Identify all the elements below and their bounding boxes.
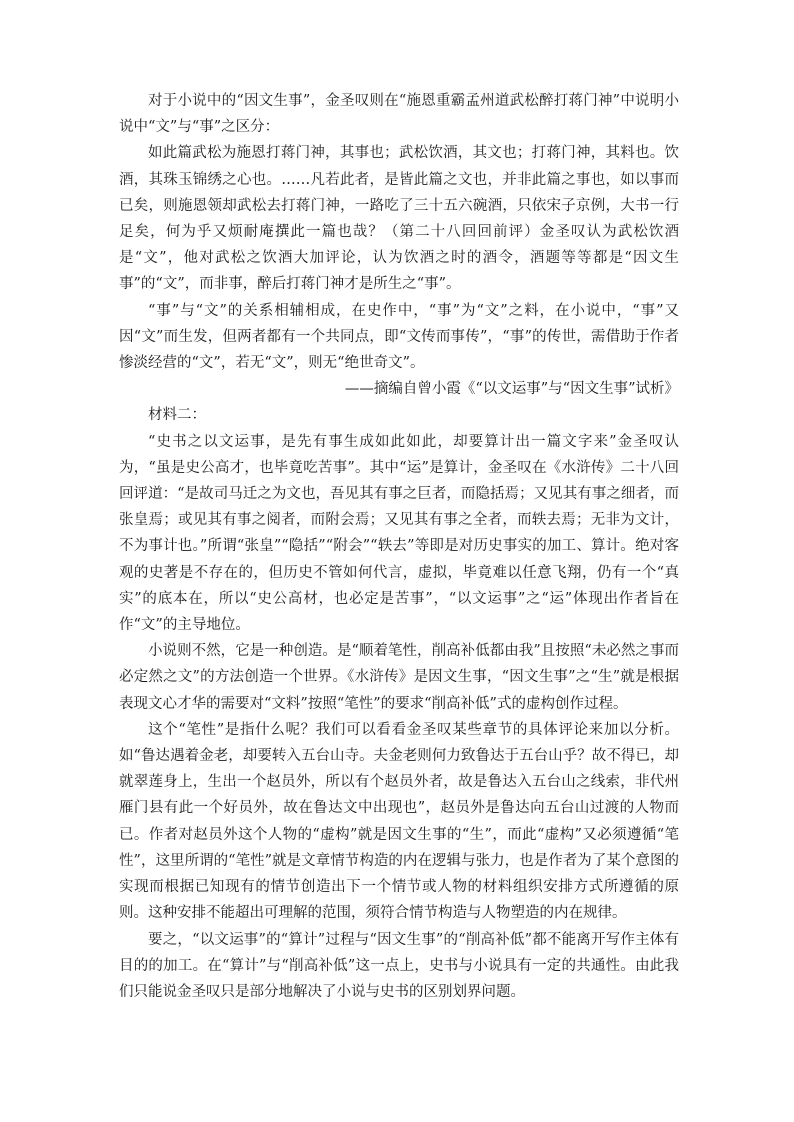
paragraph-novel: 小说则不然，它是一种创造。是“顺着笔性，削高补低都由我”且按照“未必然之事而必定然之文”的方法创造一个世界。《水浒传》是因文生事，“因文生事”之“生”就是根据表现文心才华的需要对“文料”按照“笔性”的要求“削高补低”式的虚构创作过程。 xyxy=(119,643,679,712)
paragraph-conclusion: 要之，“以文运事”的“算计”过程与“因文生事”的“削高补低”都不能离开写作主体有目的的加工。在“算计”与“削高补低”这一点上，史书与小说具有一定的共通性。由此我们只能说金圣叹只是部分地解决了小说与史书的区别划界问题。 xyxy=(119,931,679,1000)
paragraph-relationship: “事”与“文”的关系相辅相成，在史作中，“事”为“文”之料，在小说中，“事”又因“文”而生发，但两者都有一个共同点，即“文传而事传”，“事”的传世，需借助于作者惨淡经营的“文”，若无“文”，则无“绝世奇文”。 xyxy=(119,302,679,372)
source-citation: ——摘编自曾小霞《“以文运事”与“因文生事”试析》 xyxy=(344,381,679,398)
document-page xyxy=(119,88,679,1005)
paragraph-history: “史书之以文运事，是先有事生成如此如此，却要算计出一篇文字来”金圣叹认为，“虽是史公高才，也毕竟吃苦事”。其中“运”是算计，金圣叹在《水浒传》二十八回回评道：“是故司马迁之为文也，吾见其有事之巨者，而隐括焉；又见其有事之细者，而张皇焉；或见其有事之阅者，而附会焉；又见其有事之全者，而轶去焉；无非为文计，不为事计也。”所谓“张皇”“隐括”“附会”“轶去”等即是对历史事实的加工、算计。绝对客观的史著是不存在的，但历史不管如何代言，虚拟，毕竟难以任意飞翔，仍有一个“真实”的底本在，所以“史公高材，也必定是苦事”，“以文运事”之“运”体现出作者旨在作“文”的主导地位。 xyxy=(119,433,679,634)
material-two-heading: 材料二： xyxy=(148,407,206,424)
paragraph-bixing: 这个“笔性”是指什么呢？我们可以看看金圣叹某些章节的具体评论来加以分析。如“鲁达遇着金老，却要转入五台山寺。夫金老则何力致鲁达于五台山乎？故不得已，却就翠莲身上，生出一个赵员外，所以有个赵员外者，故是鲁达入五台山之线索，非代州雁门县有此一个好员外，故在鲁达文中出现也”，赵员外是鲁达向五台山过渡的人物而已。作者对赵员外这个人物的“虚构”就是因文生事的“生”，而此“虚构”又必须遵循“笔性”，这里所谓的“笔性”就是文章情节构造的内在逻辑与张力，也是作者为了某个意图的实现而根据已知现有的情节创造出下一个情节或人物的材料组织安排方式所遵循的原则。这种安排不能超出可理解的范围，须符合情节构造与人物塑造的内在规律。 xyxy=(119,721,679,922)
paragraph-quote: 如此篇武松为施恩打蒋门神，其事也；武松饮酒，其文也；打蒋门神，其料也。饮酒，其珠玉锦绣之心也。……凡若此者，是皆此篇之文也，并非此篇之事也，如以事而已矣，则施恩领却武松去打蒋门神，一路吃了三十五六碗酒，只依宋子京例，大书一行足矣，何为乎又烦耐庵撰此一篇也哉？（第二十八回回前评）金圣叹认为武松饮酒是“文”，他对武松之饮酒大加评论，认为饮酒之时的酒令，酒题等等都是“因文生事”的“文”，而非事，醉后打蒋门神才是所生之“事”。 xyxy=(119,145,679,293)
paragraph-intro: 对于小说中的“因文生事”，金圣叹则在“施恩重霸孟州道武松醉打蒋门神”中说明小说中“文”与“事”之区分： xyxy=(119,93,679,136)
